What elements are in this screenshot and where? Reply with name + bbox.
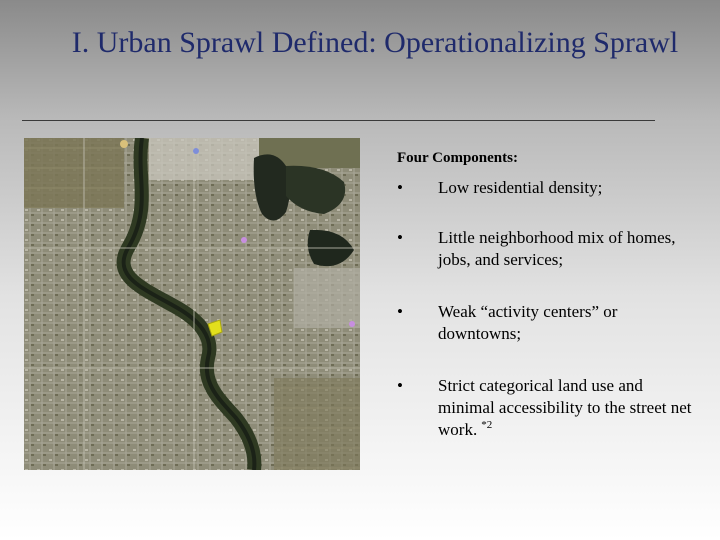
slide-title: I. Urban Sprawl Defined: Operationalizing Sprawl xyxy=(71,26,679,59)
bullet-icon: • xyxy=(397,376,403,395)
component-item xyxy=(397,375,697,441)
aerial-map-illustration xyxy=(24,138,360,470)
bullet-icon: • xyxy=(397,228,403,247)
title-divider xyxy=(22,120,655,121)
bullet-icon: • xyxy=(397,178,403,197)
aerial-map-image xyxy=(24,138,360,470)
bullet-icon: • xyxy=(397,302,403,321)
component-item xyxy=(397,227,697,271)
component-text: Strict categorical land use and minimal accessibility to the street net work. xyxy=(438,376,692,439)
component-text: Little neighborhood mix of homes, jobs, and services; xyxy=(438,228,676,269)
component-item xyxy=(397,177,697,199)
components-list xyxy=(397,177,697,441)
components-heading: Four Components: xyxy=(397,150,518,166)
component-text: Low residential density; xyxy=(438,178,603,197)
component-item xyxy=(397,301,697,345)
footnote-marker: *2 xyxy=(481,419,493,432)
component-text: Weak “activity centers” or downtowns; xyxy=(438,302,618,343)
components-panel xyxy=(397,150,697,441)
